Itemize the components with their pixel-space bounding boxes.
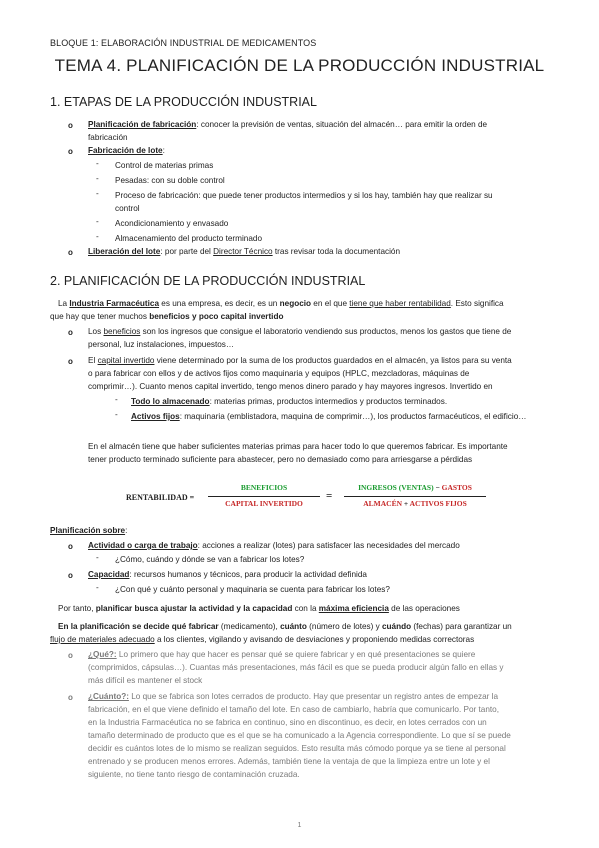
dash-icon: - — [96, 583, 99, 592]
formula-denominator-2: ALMACÉN + ACTIVOS FIJOS — [363, 499, 467, 508]
bullet-cuanto-cont: en la Industria Farmacéutica no se fabrica en continuo, sino en discontinuo, es decir, en lotes cerrados con un — [88, 718, 487, 727]
bullet-icon: o — [68, 651, 73, 660]
bullet-planificacion-cont: fabricación — [88, 133, 128, 142]
dash-icon: - — [115, 395, 118, 404]
list-item: ¿Con qué y cuánto personal y maquinaria se cuenta para fabricar los lotes? — [115, 585, 390, 594]
list-item: Almacenamiento del producto terminado — [115, 234, 263, 243]
dash-icon: - — [96, 232, 99, 241]
bullet-icon: o — [68, 328, 73, 337]
list-item: Todo lo almacenado: materias primas, productos intermedios y productos terminados. — [131, 397, 448, 406]
fraction-bar — [208, 496, 320, 497]
bullet-fabricacion: Fabricación de lote: — [88, 146, 165, 155]
formula-left: RENTABILIDAD = — [126, 493, 195, 502]
dash-icon: - — [96, 553, 99, 562]
section-1-heading: 1. ETAPAS DE LA PRODUCCIÓN INDUSTRIAL — [50, 95, 317, 109]
paragraph-industria-cont: que hay que tener muchos beneficios y poco capital invertido — [50, 312, 284, 321]
paragraph-por-tanto: Por tanto, planificar busca ajustar la actividad y la capacidad con la máxima eficiencia de las operaciones — [58, 604, 460, 613]
bullet-actividad: Actividad o carga de trabajo: acciones a realizar (lotes) para satisfacer las necesidades del mercado — [88, 541, 460, 550]
bullet-beneficios-cont: personal, luz instalaciones, impuestos… — [88, 340, 235, 349]
bullet-cuanto-cont: tamaño determinado de producto que es el que se ha comunicado a la Agencia correspondiente. Lo que sí se puede — [88, 731, 511, 740]
bullet-capital: El capital invertido viene determinado por la suma de los productos guardados en el almacén, ya listos para su venta — [88, 356, 512, 365]
list-item: ¿Cómo, cuándo y dónde se van a fabricar los lotes? — [115, 555, 305, 564]
page-title: TEMA 4. PLANIFICACIÓN DE LA PRODUCCIÓN INDUSTRIAL — [54, 56, 545, 75]
fraction-bar — [344, 496, 486, 497]
list-item: Pesadas: con su doble control — [115, 176, 225, 185]
formula-numerator-1: BENEFICIOS — [240, 483, 288, 492]
bullet-liberacion: Liberación del lote: por parte del Director Técnico tras revisar toda la documentación — [88, 247, 401, 256]
dash-icon: - — [96, 217, 99, 226]
list-item: Acondicionamiento y envasado — [115, 219, 229, 228]
planificacion-sobre-heading: Planificación sobre: — [50, 526, 128, 535]
rentabilidad-formula — [126, 480, 486, 520]
list-item: Control de materias primas — [115, 161, 214, 170]
bullet-planificacion: Planificación de fabricación: conocer la previsión de ventas, situación del almacén… para emitir la orden de — [88, 120, 488, 129]
bullet-cuanto: ¿Cuánto?: Lo que se fabrica son lotes cerrados de producto. Hay que presentar un registro antes de empezar la — [88, 692, 499, 701]
bullet-que-cont: más difícil es mantener el stock — [88, 676, 203, 685]
bullet-que-cont: (comprimidos, cápsulas…). Cuantas más presentaciones, más fácil es que se pueda producir algún fallo en ellas y — [88, 663, 504, 672]
bullet-icon: o — [68, 357, 73, 366]
bullet-icon: o — [68, 542, 73, 551]
dash-icon: - — [115, 410, 118, 419]
formula-equals: = — [326, 490, 333, 502]
paragraph-planificacion-cont: flujo de materiales adecuado a los clientes, vigilando y avisando de desviaciones y proponiendo medidas correctoras — [50, 635, 475, 644]
bullet-beneficios: Los beneficios son los ingresos que consigue el laboratorio vendiendo sus productos, menos los gastos que tiene de — [88, 327, 512, 336]
bullet-capital-cont: comprimir…). Cuanto menos capital invertido, tengo menos dinero parado y hay mayores ingresos. Invertido en — [88, 382, 493, 391]
page-number: 1 — [297, 822, 302, 829]
document-header: BLOQUE 1: ELABORACIÓN INDUSTRIAL DE MEDICAMENTOS — [50, 38, 317, 48]
bullet-cuanto-cont: fabricación, en el que viene definido el tamaño del lote. En caso de cambiarlo, habría que comunicarlo. Por tanto, — [88, 705, 499, 714]
section-2-heading: 2. PLANIFICACIÓN DE LA PRODUCCIÓN INDUSTRIAL — [50, 274, 366, 288]
formula-denominator-1: CAPITAL INVERTIDO — [225, 499, 303, 508]
list-item-cont: control — [115, 204, 140, 213]
bullet-cuanto-cont: siguiente, no tiene tanto riesgo de contaminación cruzada. — [88, 770, 300, 779]
bullet-que: ¿Qué?: Lo primero que hay que hacer es pensar qué se quiere fabricar y en qué presentaciones se quiere — [88, 650, 476, 659]
paragraph-planificacion: En la planificación se decide qué fabricar (medicamento), cuánto (número de lotes) y cuándo (fechas) para garantizar un — [58, 622, 512, 631]
bullet-icon: o — [68, 121, 73, 130]
bullet-icon: o — [68, 693, 73, 702]
bullet-icon: o — [68, 248, 73, 257]
list-item: Activos fijos: maquinaria (emblistadora, maquina de comprimir…), los productos farmacéuticos, el edificio… — [131, 412, 527, 421]
bullet-capital-cont: o para fabricar con ellos y de activos fijos como maquinaria y equipos (HPLC, mezcladoras, máquinas de — [88, 369, 470, 378]
list-item: Proceso de fabricación: que puede tener productos intermedios y si los hay, también hay que realizar su — [115, 191, 493, 200]
paragraph-almacen: En el almacén tiene que haber suficientes materias primas para hacer todo lo que queremos fabricar. Es importante — [88, 442, 508, 451]
paragraph-almacen-cont: tener producto terminado suficiente para abastecer, pero no demasiado como para arriesgarse a pérdidas — [88, 455, 473, 464]
bullet-capacidad: Capacidad: recursos humanos y técnicos, para producir la actividad definida — [88, 570, 367, 579]
bullet-cuanto-cont: decidir es cuántos lotes de lo mismo se realizan seguidos. Esto resulta más cómodo porque ya se tiene al personal — [88, 744, 506, 753]
bullet-icon: o — [68, 571, 73, 580]
paragraph-industria: La Industria Farmacéutica es una empresa, es decir, es un negocio en el que tiene que haber rentabilidad. Esto significa — [58, 299, 504, 308]
bullet-cuanto-cont: entrenado y se producen menos errores. Además, también tiene la ventaja de que la limpieza entre un lote y el — [88, 757, 490, 766]
dash-icon: - — [96, 189, 99, 198]
dash-icon: - — [96, 159, 99, 168]
formula-numerator-2: INGRESOS (VENTAS) − GASTOS — [358, 483, 472, 492]
bullet-icon: o — [68, 147, 73, 156]
dash-icon: - — [96, 174, 99, 183]
